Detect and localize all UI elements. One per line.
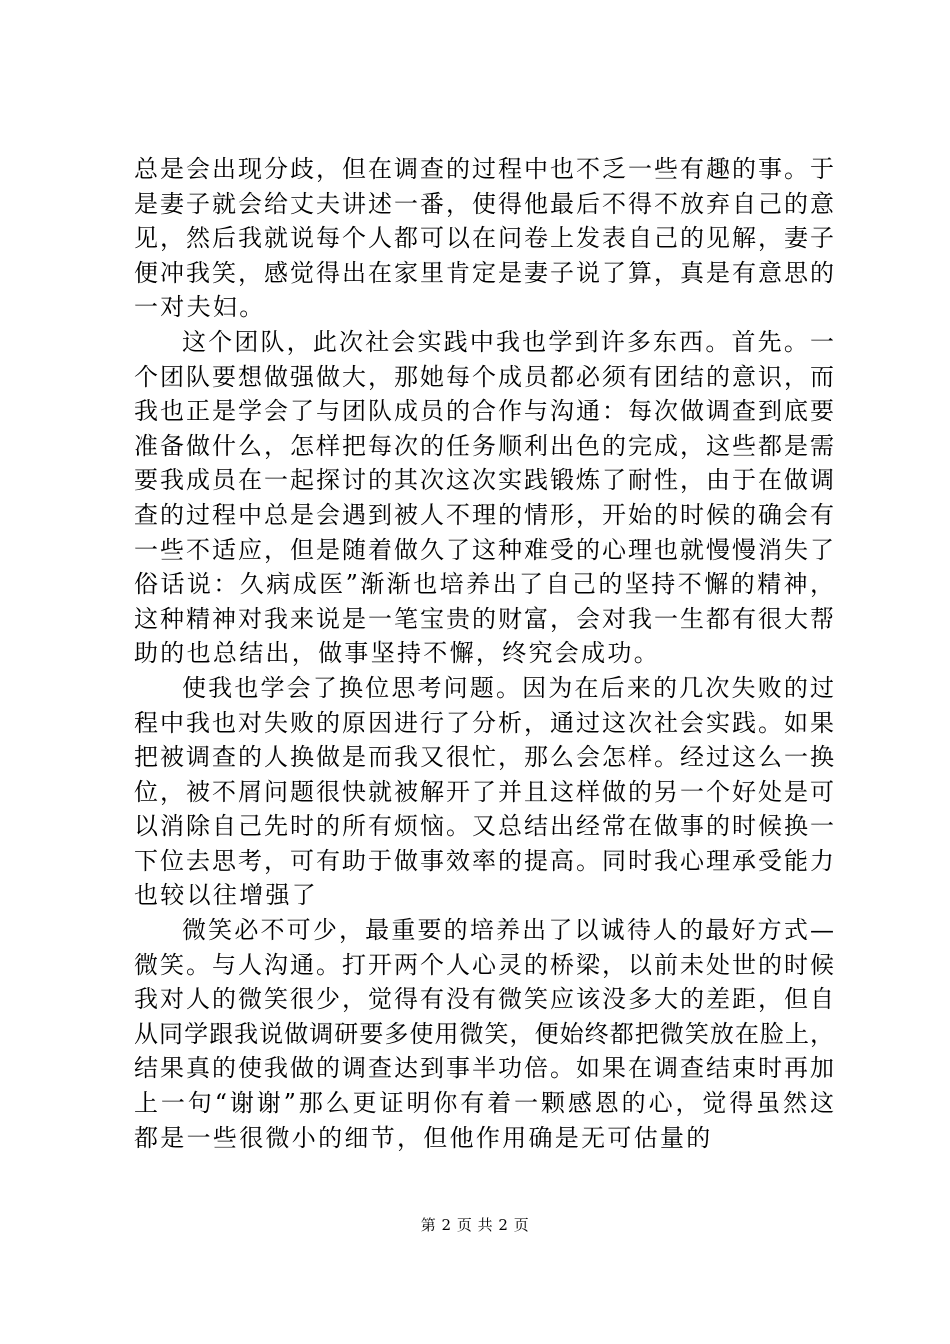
text-line: 我也正是学会了与团队成员的合作与沟通：每次做调查到底要: [134, 397, 834, 426]
text-line: 从同学跟我说做调研要多使用微笑，便始终都把微笑放在脸上，: [134, 1019, 834, 1048]
text-line: 一对夫妇。: [134, 293, 266, 322]
text-line: 查的过程中总是会遇到被人不理的情形，开始的时候的确会有: [134, 500, 834, 529]
text-line: 我对人的微笑很少，觉得有没有微笑应该没多大的差距，但自: [134, 985, 834, 1014]
text-line: 准备做什么，怎样把每次的任务顺利出色的完成，这些都是需: [134, 431, 834, 460]
text-line: 总是会出现分歧，但在调查的过程中也不乏一些有趣的事。于: [134, 155, 834, 183]
text-line: 把被调查的人换做是而我又很忙，那么会怎样。经过这么一换: [134, 743, 834, 772]
text-line: 俗话说：久病成医”渐渐也培养出了自己的坚持不懈的精神，: [134, 570, 834, 599]
text-line: 要我成员在一起探讨的其次这次实践锻炼了耐性，由于在做调: [134, 466, 834, 495]
text-line: 这种精神对我来说是一笔宝贵的财富，会对我一生都有很大帮: [134, 604, 834, 633]
document-body: [134, 152, 834, 1155]
text-line: 助的也总结出，做事坚持不懈，终究会成功。: [134, 639, 660, 668]
text-line: 一些不适应，但是随着做久了这种难受的心理也就慢慢消失了: [134, 535, 834, 564]
paragraph: [134, 671, 834, 913]
paragraph: [134, 325, 834, 671]
text-line: 微笑必不可少，最重要的培养出了以诚待人的最好方式—: [182, 916, 834, 945]
text-line: 位，被不屑问题很快就被解开了并且这样做的另一个好处是可: [134, 777, 834, 806]
text-line: 上一句“谢谢”那么更证明你有着一颗感恩的心，觉得虽然这: [134, 1089, 834, 1118]
text-line: 程中我也对失败的原因进行了分析，通过这次社会实践。如果: [134, 708, 834, 737]
text-line: 以消除自己先时的所有烦恼。又总结出经常在做事的时候换一: [134, 812, 834, 841]
text-line: 这个团队，此次社会实践中我也学到许多东西。首先。一: [182, 327, 834, 356]
page-number-footer: 第 2 页 共 2 页: [420, 1216, 530, 1234]
text-line: 便冲我笑，感觉得出在家里肯定是妻子说了算，真是有意思的: [134, 258, 834, 287]
text-line: 结果真的使我做的调查达到事半功倍。如果在调查结束时再加: [134, 1054, 834, 1083]
text-line: 是妻子就会给丈夫讲述一番，使得他最后不得不放弃自己的意: [134, 189, 834, 218]
text-line: 使我也学会了换位思考问题。因为在后来的几次失败的过: [182, 673, 834, 702]
text-line: 下位去思考，可有助于做事效率的提高。同时我心理承受能力: [134, 846, 834, 875]
text-line: 也较以往增强了: [134, 881, 319, 910]
paragraph: [134, 913, 834, 1155]
paragraph: [134, 152, 834, 325]
text-line: 见，然后我就说每个人都可以在问卷上发表自己的见解，妻子: [134, 224, 834, 253]
text-line: 都是一些很微小的细节，但他作用确是无可估量的: [134, 1123, 713, 1152]
text-line: 个团队要想做强做大，那她每个成员都必须有团结的意识，而: [134, 362, 834, 391]
text-line: 微笑。与人沟通。打开两个人心灵的桥梁，以前未处世的时候: [134, 950, 834, 979]
